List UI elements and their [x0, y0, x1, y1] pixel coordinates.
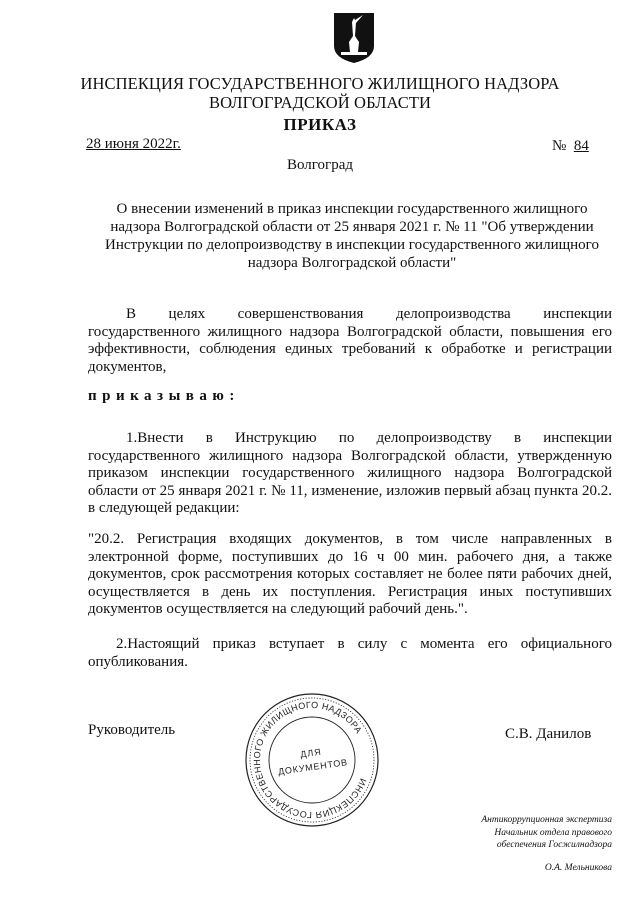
- approval-note-line2: Начальник отдела правового: [494, 827, 612, 838]
- approval-note-line1: Антикоррупционная экспертиза: [481, 815, 612, 825]
- document-title: ПРИКАЗ: [283, 115, 357, 134]
- order-date: 28 июня 2022г.: [86, 136, 181, 152]
- svg-text:ИНСПЕКЦИЯ ГОСУДАРСТВЕННОГО ЖИЛ: [242, 690, 382, 830]
- stamp-center-line1: ДЛЯ: [299, 746, 323, 760]
- item-1-paragraph: 1.Внести в Инструкцию по делопроизводству в инспекции государственного жилищного надзора Волгоградской области, утвержденную приказом инспекции государственного жилищного надзора Волгоградской области от 25 января 2021 г. № 11, изменение, изложив первый абзац пункта 20.2. в следующей редакции:: [88, 430, 612, 516]
- official-stamp: [242, 690, 382, 830]
- quoted-amendment: "20.2. Регистрация входящих документов, в том числе направленных в электронной форме, поступивших до 16 ч 00 мин. рабочего дня, а также документов, срок рассмотрения которых составляет не более пяти рабочих дней, осуществляется в день их поступления. Регистрация иных поступивших документов осуществляется на следующий рабочий день.".: [88, 531, 612, 617]
- order-number: [552, 138, 589, 155]
- preamble-paragraph: В целях совершенствования делопроизводства инспекции государственного жилищного надзора Волгоградской области, повышения его эффективности, соблюдения единых требований к обработке и регистрации документов,: [88, 306, 612, 375]
- number-sign: №: [552, 138, 567, 154]
- coat-of-arms-icon: [333, 12, 375, 64]
- order-subject: О внесении изменений в приказ инспекции государственного жилищного надзора Волгоградской области от 25 января 2021 г. № 11 "Об утверждении Инструкции по делопроизводству в инспекции государственного жилищного надзора Волгоградской области": [105, 201, 599, 271]
- approval-signer: О.А. Мельникова: [544, 862, 612, 873]
- stamp-center-line2: ДОКУМЕНТОВ: [277, 757, 349, 777]
- organization-name-line2: ВОЛГОГРАДСКОЙ ОБЛАСТИ: [208, 93, 432, 112]
- approval-note: [432, 814, 612, 874]
- item-2-paragraph: 2.Настоящий приказ вступает в силу с момента его официального опубликования.: [88, 636, 612, 670]
- stamp-ring-text: ИНСПЕКЦИЯ ГОСУДАРСТВЕННОГО ЖИЛИЩНОГО НАДЗОРА: [251, 699, 369, 821]
- order-word: приказываю:: [88, 388, 240, 404]
- approval-note-line3: обеспечения Госжилнадзора: [496, 840, 612, 850]
- organization-name-line1: ИНСПЕКЦИЯ ГОСУДАРСТВЕННОГО ЖИЛИЩНОГО НАДЗОРА: [80, 74, 560, 93]
- number-value: 84: [573, 138, 589, 154]
- signatory-name: С.В. Данилов: [505, 726, 592, 742]
- city: Волгоград: [286, 157, 353, 173]
- signatory-position: Руководитель: [88, 722, 176, 738]
